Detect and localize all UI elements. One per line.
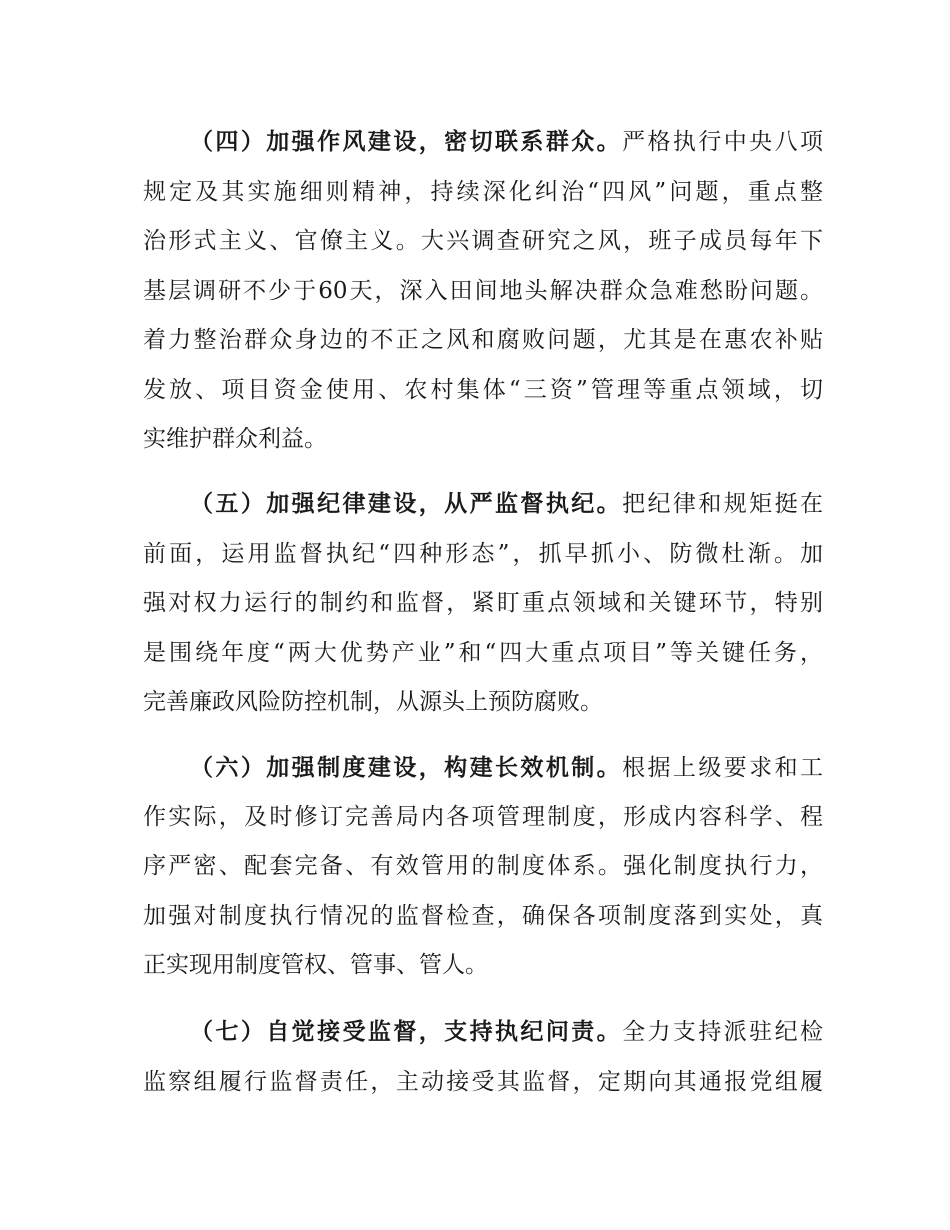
- paragraph-5-line-4: 是围绕年度“两大优势产业”和“四大重点项目”等关键任务，: [143, 640, 823, 666]
- paragraph-6-line-2: 作实际，及时修订完善局内各项管理制度，形成内容科学、程: [143, 804, 823, 830]
- paragraph-6-line-5: 正实现用制度管权、管事、管人。: [143, 952, 488, 978]
- paragraph-7-line-1: [190, 1016, 823, 1048]
- paragraph-4-line-7: 实维护群众利益。: [143, 426, 327, 452]
- paragraph-4-line-3: 治形式主义、官僚主义。大兴调查研究之风，班子成员每年下: [143, 228, 823, 254]
- paragraph-6-line-1: [190, 752, 823, 784]
- paragraph-5-heading: （五）加强纪律建设，从严监督执纪。: [190, 490, 623, 517]
- paragraph-5-text: 把纪律和规矩挺在: [622, 491, 824, 517]
- paragraph-4-line-5: 着力整治群众身边的不正之风和腐败问题，尤其是在惠农补贴: [143, 327, 823, 353]
- paragraph-6-line-3: 序严密、配套完备、有效管用的制度体系。强化制度执行力，: [143, 853, 823, 879]
- paragraph-4-line-1: [190, 126, 823, 158]
- paragraph-4-line-4: 基层调研不少于60天，深入田间地头解决群众急难愁盼问题。: [143, 278, 823, 304]
- paragraph-5-line-3: 强对权力运行的制约和监督，紧盯重点领域和关键环节，特别: [143, 590, 823, 616]
- paragraph-5-line-5: 完善廉政风险防控机制，从源头上预防腐败。: [143, 689, 603, 715]
- paragraph-6-line-4: 加强对制度执行情况的监督检查，确保各项制度落到实处，真: [143, 903, 823, 929]
- paragraph-6-text: 根据上级要求和工: [622, 755, 824, 781]
- paragraph-7-text: 全力支持派驻纪检: [622, 1019, 824, 1045]
- paragraph-4-line-6: 发放、项目资金使用、农村集体“三资”管理等重点领域，切: [143, 377, 823, 403]
- paragraph-4-text: 严格执行中央八项: [622, 129, 824, 155]
- paragraph-4-line-2: 规定及其实施细则精神，持续深化纠治“四风”问题，重点整: [143, 179, 823, 205]
- paragraph-7-heading: （七）自觉接受监督，支持执纪问责。: [190, 1018, 623, 1045]
- paragraph-4-heading: （四）加强作风建设，密切联系群众。: [190, 128, 623, 155]
- paragraph-5-line-2: 前面，运用监督执纪“四种形态”，抓早抓小、防微杜渐。加: [143, 541, 823, 567]
- paragraph-6-heading: （六）加强制度建设，构建长效机制。: [190, 754, 623, 781]
- paragraph-5-line-1: [190, 488, 823, 520]
- paragraph-7-line-2: 监察组履行监督责任，主动接受其监督，定期向其通报党组履: [143, 1069, 823, 1095]
